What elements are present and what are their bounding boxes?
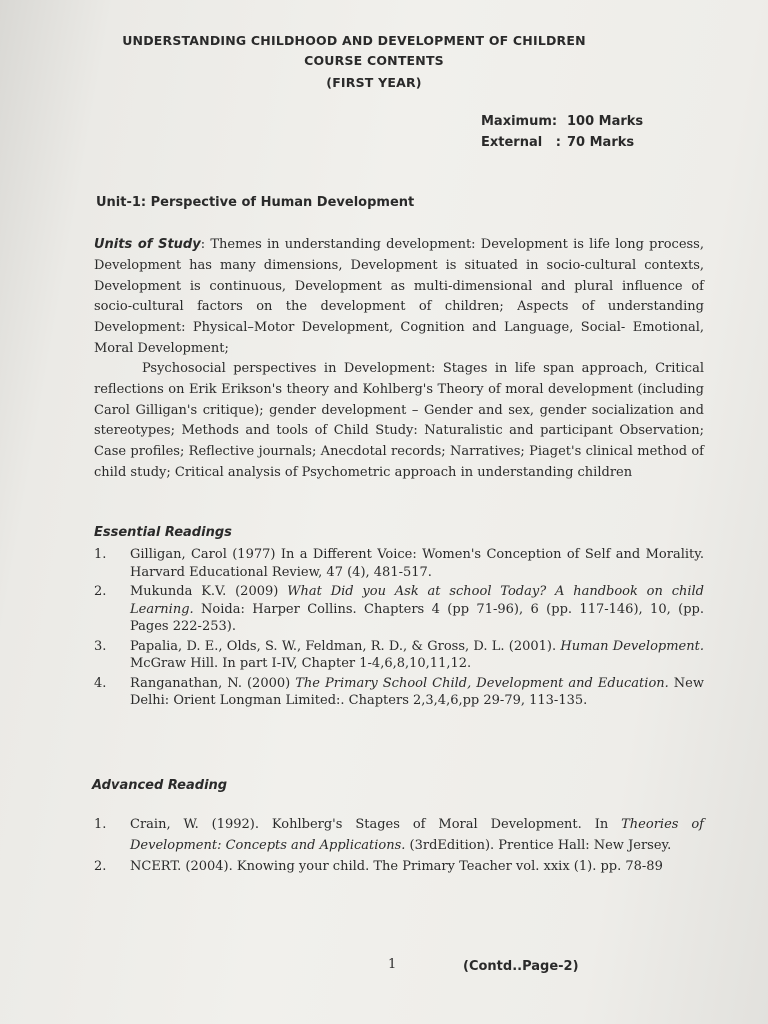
external-marks-label: External : — [481, 135, 561, 150]
maximum-marks — [481, 114, 643, 129]
external-marks — [481, 135, 634, 150]
reference-text: Papalia, D. E., Olds, S. W., Feldman, R. D., & Gross, D. L. (2001). — [130, 638, 561, 654]
page-number: 1 — [388, 957, 397, 972]
units-of-study-paragraph — [94, 235, 704, 360]
continued-note: (Contd..Page-2) — [463, 959, 579, 974]
list-item — [92, 583, 704, 636]
reference-text: McGraw Hill. In part I-IV, Chapter 1-4,6,8,10,11,12. — [130, 656, 472, 671]
list-item-number: 3. — [94, 638, 107, 654]
reference-text: (3rdEdition). Prentice Hall: New Jersey. — [405, 838, 672, 853]
document-title: UNDERSTANDING CHILDHOOD AND DEVELOPMENT OF CHILDREN — [122, 33, 586, 48]
unit-title: Unit-1: Perspective of Human Development — [96, 195, 415, 210]
reference-title: Theories of Development: Concepts and Applications. — [130, 817, 704, 853]
advanced-reading-title: Advanced Reading — [92, 778, 228, 793]
psychosocial-paragraph: Psychosocial perspectives in Development: Stages in life span approach, Critical reflections on Erik Erikson's theory and Kohlberg's Theory of moral development (including Carol Gilligan's critique); gender development – Gender and sex, gender socialization and stereotypes; Methods and tools of Child Study: Naturalistic and participant Observation; Case profiles; Reflective journals; Anecdotal records; Narratives; Piaget's clinical method of child study; Critical analysis of Psychometric approach in understanding children — [94, 361, 704, 480]
reference-text: New Delhi: Orient Longman Limited:. Chapters 2,3,4,6,pp 29-79, 113-135. — [130, 675, 704, 708]
units-of-study-text: : Themes in understanding development: Development is life long process, Development has many dimensions, Development is situated in socio-cultural contexts, Development is continuous, Development as multi-dimensional and plural influence of socio-cultural factors on the development of children; Aspects of understanding Development: Physical–Motor Development, Cognition and Language, Social- Emotional, Moral Development; — [94, 237, 704, 356]
list-item-number: 1. — [94, 817, 107, 832]
essential-readings-title: Essential Readings — [94, 525, 232, 540]
list-item-number: 2. — [94, 584, 107, 599]
reference-title: Human Development. — [560, 638, 704, 654]
list-item — [92, 856, 704, 877]
document-year: (FIRST YEAR) — [326, 75, 422, 90]
reference-text: Ranganathan, N. (2000) — [130, 675, 296, 691]
maximum-marks-label: Maximum: — [481, 114, 558, 129]
list-item-number: 2. — [94, 859, 107, 874]
list-item — [92, 546, 704, 581]
reference-text: Crain, W. (1992). Kohlberg's Stages of Moral Development. In — [130, 817, 622, 832]
list-item — [92, 638, 704, 673]
reference-text: NCERT. (2004). Knowing your child. The Primary Teacher vol. xxix (1). pp. 78-89 — [130, 859, 663, 874]
essential-readings-list — [92, 546, 704, 712]
document-subtitle: COURSE CONTENTS — [304, 53, 444, 68]
list-item-number: 1. — [94, 547, 107, 562]
reference-text: Mukunda K.V. (2009) — [130, 584, 288, 599]
reference-text: Noida: Harper Collins. Chapters 4 (pp 71-96), 6 (pp. 117-146), 10, (pp. Pages 222-253). — [130, 601, 704, 634]
external-marks-value: 70 Marks — [567, 135, 635, 150]
list-item-number: 4. — [94, 675, 107, 691]
units-of-study-label: Units of Study — [94, 237, 201, 252]
reference-title: What Did you Ask at school Today? A handbook on child Learning. — [130, 584, 704, 617]
maximum-marks-value: 100 Marks — [567, 114, 644, 129]
list-item — [92, 675, 704, 710]
list-item — [92, 814, 704, 856]
reference-title: The Primary School Child, Development and Education. — [295, 675, 669, 691]
advanced-reading-list — [92, 814, 704, 877]
reference-text: Gilligan, Carol (1977) In a Different Voice: Women's Conception of Self and Morality. Harvard Educational Review, 47 (4), 481-517. — [130, 547, 704, 580]
